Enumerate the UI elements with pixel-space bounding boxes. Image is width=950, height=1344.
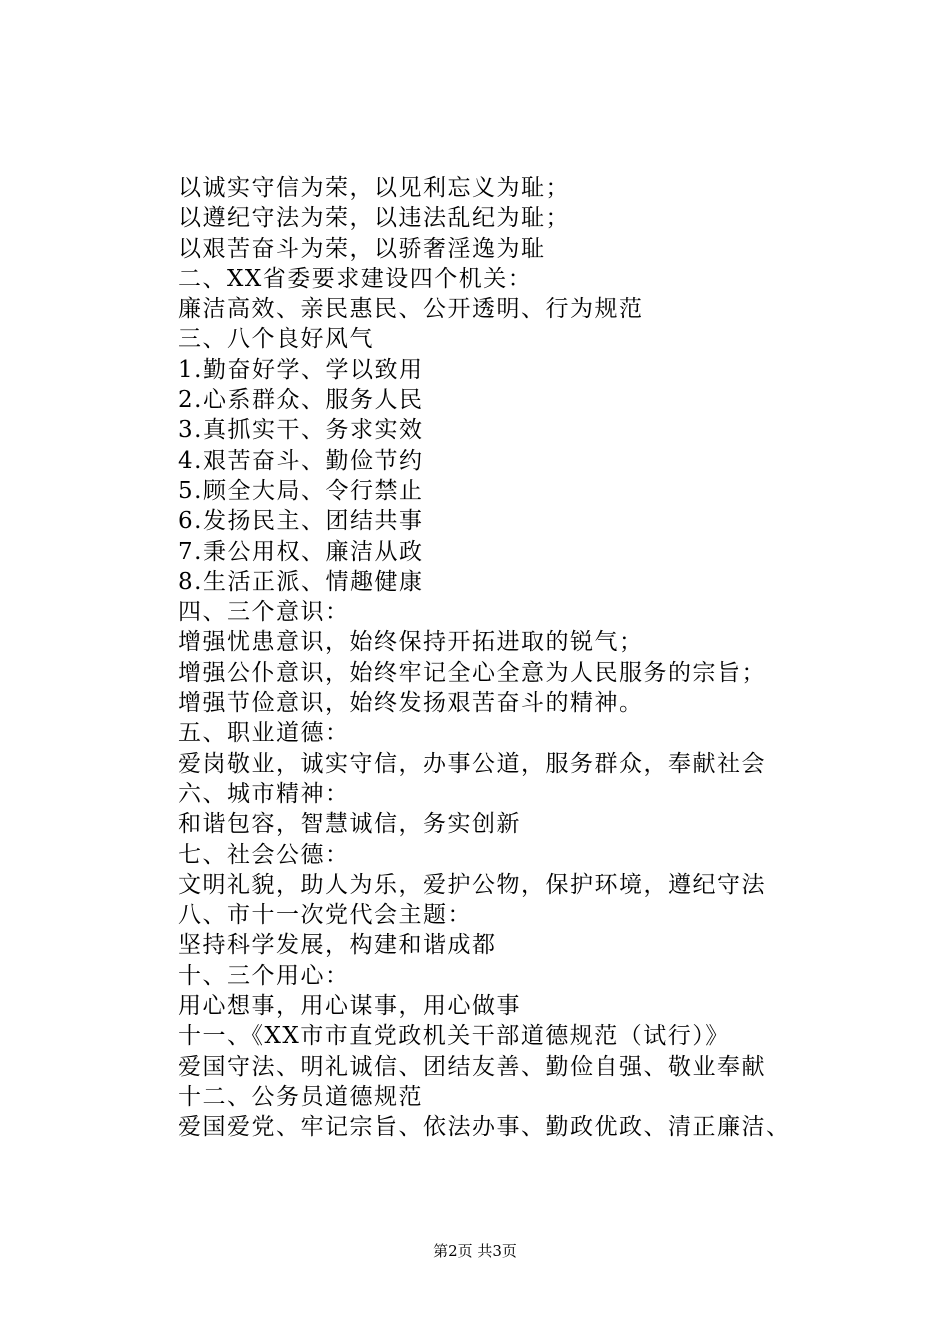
- text-line: 爱国爱党、牢记宗旨、依法办事、勤政优政、清正廉洁、: [178, 1114, 791, 1141]
- list-item: 1.勤奋好学、学以致用: [178, 356, 424, 383]
- list-item: 4.艰苦奋斗、勤俭节约: [178, 447, 424, 474]
- text-line: 用心想事，用心谋事，用心做事: [178, 993, 521, 1020]
- text-line: 爱国守法、明礼诚信、团结友善、勤俭自强、敬业奉献: [178, 1053, 766, 1080]
- text-line: 增强节俭意识，始终发扬艰苦奋斗的精神。: [178, 690, 644, 717]
- text-line: 以诚实守信为荣，以见利忘义为耻；: [178, 175, 570, 201]
- text-line: 爱岗敬业，诚实守信，办事公道，服务群众，奉献社会: [178, 750, 766, 777]
- text-line: 以遵纪守法为荣，以违法乱纪为耻；: [178, 205, 570, 232]
- list-item: 7.秉公用权、廉洁从政: [178, 538, 424, 565]
- text-line: 文明礼貌，助人为乐，爱护公物，保护环境，遵纪守法: [178, 871, 766, 898]
- text-line: 和谐包容，智慧诚信，务实创新: [178, 811, 521, 838]
- section-heading: 八、市十一次党代会主题：: [178, 902, 472, 929]
- document-body: [178, 173, 878, 1143]
- section-heading: 七、社会公德：: [178, 841, 350, 868]
- text-line: 增强忧患意识，始终保持开拓进取的锐气；: [178, 629, 644, 656]
- section-heading: 十二、公务员道德规范: [178, 1083, 423, 1110]
- page-number-footer: 第2页 共3页: [433, 1242, 517, 1260]
- section-heading: 五、职业道德：: [178, 720, 350, 747]
- list-item: 2.心系群众、服务人民: [178, 387, 424, 414]
- section-heading: 十、三个用心：: [178, 962, 350, 989]
- list-item: 8.生活正派、情趣健康: [178, 568, 424, 595]
- text-line: 以艰苦奋斗为荣，以骄奢淫逸为耻: [178, 235, 546, 262]
- section-heading: 四、三个意识：: [178, 599, 350, 626]
- text-line: 增强公仆意识，始终牢记全心全意为人民服务的宗旨；: [178, 659, 766, 686]
- list-item: 3.真抓实干、务求实效: [178, 417, 424, 444]
- list-item: 5.顾全大局、令行禁止: [178, 477, 424, 504]
- section-heading: 二、XX省委要求建设四个机关：: [178, 265, 533, 292]
- section-heading: 十一、《XX市市直党政机关干部道德规范（试行）》: [178, 1023, 730, 1050]
- section-heading: 三、八个良好风气: [178, 326, 374, 353]
- text-line: 坚持科学发展，构建和谐成都: [178, 932, 497, 959]
- text-line: 廉洁高效、亲民惠民、公开透明、行为规范: [178, 296, 644, 323]
- list-item: 6.发扬民主、团结共事: [178, 508, 424, 535]
- section-heading: 六、城市精神：: [178, 780, 350, 807]
